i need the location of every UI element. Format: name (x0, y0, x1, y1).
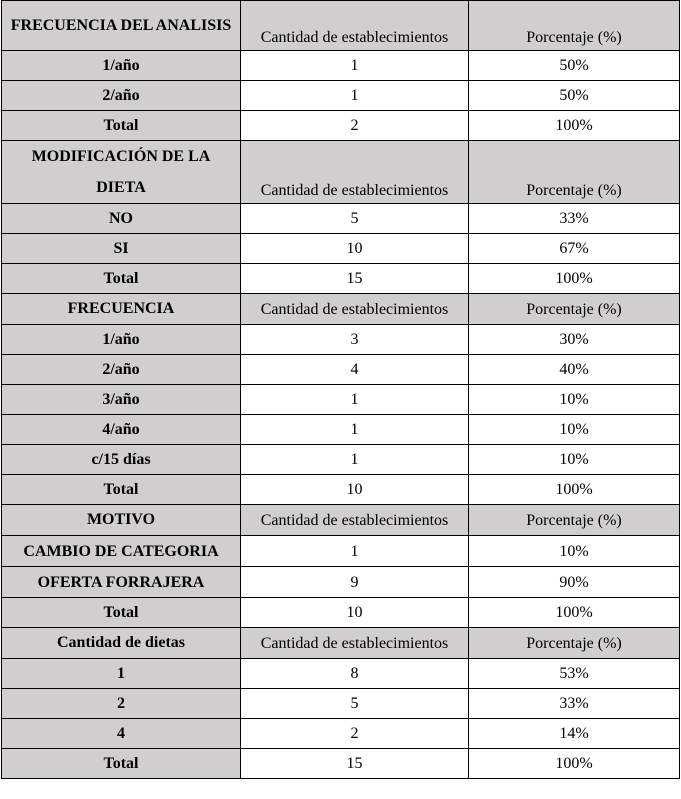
row-label: 1 (2, 659, 241, 689)
count-cell: 2 (241, 719, 469, 749)
table-row (2, 719, 680, 749)
row-label: 3/año (2, 385, 241, 415)
percent-cell: 100% (469, 598, 680, 628)
percent-cell: 90% (469, 567, 680, 598)
percent-cell: 33% (469, 689, 680, 719)
row-label: Total (2, 264, 241, 294)
survey-results-table (1, 0, 680, 779)
count-column-header: Cantidad de establecimientos (241, 628, 469, 659)
row-label: Total (2, 111, 241, 141)
section-header-label: FRECUENCIA (2, 294, 241, 325)
total-row (2, 749, 680, 779)
table-row (2, 536, 680, 567)
percent-cell: 100% (469, 111, 680, 141)
row-label: OFERTA FORRAJERA (2, 567, 241, 598)
row-label: 2 (2, 689, 241, 719)
section-header-label: FRECUENCIA DEL ANALISIS (2, 1, 241, 51)
count-cell: 15 (241, 264, 469, 294)
count-cell: 10 (241, 234, 469, 264)
count-cell: 10 (241, 475, 469, 505)
row-label: c/15 días (2, 445, 241, 475)
count-cell: 1 (241, 536, 469, 567)
section-header-row (2, 628, 680, 659)
table-row (2, 445, 680, 475)
table-row (2, 689, 680, 719)
total-row (2, 111, 680, 141)
section-header-label: MODIFICACIÓN DE LA DIETA (2, 141, 241, 204)
count-cell: 1 (241, 81, 469, 111)
row-label: Total (2, 749, 241, 779)
count-cell: 1 (241, 51, 469, 81)
percent-column-header: Porcentaje (%) (469, 505, 680, 536)
row-label: 1/año (2, 325, 241, 355)
row-label: 4/año (2, 415, 241, 445)
section-header-label: MOTIVO (2, 505, 241, 536)
percent-cell: 40% (469, 355, 680, 385)
row-label: Total (2, 598, 241, 628)
total-row (2, 475, 680, 505)
count-cell: 4 (241, 355, 469, 385)
table-row (2, 234, 680, 264)
row-label: 2/año (2, 81, 241, 111)
section-header-row (2, 1, 680, 51)
total-row (2, 264, 680, 294)
percent-cell: 33% (469, 204, 680, 234)
row-label: SI (2, 234, 241, 264)
count-cell: 10 (241, 598, 469, 628)
section-header-row (2, 505, 680, 536)
section-header-row (2, 294, 680, 325)
row-label: CAMBIO DE CATEGORIA (2, 536, 241, 567)
count-cell: 1 (241, 415, 469, 445)
percent-cell: 50% (469, 81, 680, 111)
count-cell: 9 (241, 567, 469, 598)
section-header-row (2, 141, 680, 204)
percent-cell: 10% (469, 385, 680, 415)
count-cell: 1 (241, 385, 469, 415)
table-row (2, 415, 680, 445)
row-label: 4 (2, 719, 241, 749)
table-row (2, 567, 680, 598)
percent-cell: 10% (469, 415, 680, 445)
percent-cell: 53% (469, 659, 680, 689)
percent-column-header: Porcentaje (%) (469, 1, 680, 51)
percent-cell: 10% (469, 445, 680, 475)
section-header-label: Cantidad de dietas (2, 628, 241, 659)
count-column-header: Cantidad de establecimientos (241, 1, 469, 51)
count-column-header: Cantidad de establecimientos (241, 294, 469, 325)
row-label: Total (2, 475, 241, 505)
table-row (2, 659, 680, 689)
table-row (2, 385, 680, 415)
count-cell: 8 (241, 659, 469, 689)
table-row (2, 51, 680, 81)
percent-column-header: Porcentaje (%) (469, 628, 680, 659)
count-column-header: Cantidad de establecimientos (241, 141, 469, 204)
percent-cell: 50% (469, 51, 680, 81)
count-column-header: Cantidad de establecimientos (241, 505, 469, 536)
count-cell: 5 (241, 204, 469, 234)
table-row (2, 204, 680, 234)
percent-cell: 10% (469, 536, 680, 567)
percent-cell: 100% (469, 475, 680, 505)
row-label: 2/año (2, 355, 241, 385)
percent-cell: 100% (469, 749, 680, 779)
percent-cell: 30% (469, 325, 680, 355)
count-cell: 1 (241, 445, 469, 475)
count-cell: 2 (241, 111, 469, 141)
percent-cell: 67% (469, 234, 680, 264)
table-row (2, 81, 680, 111)
percent-column-header: Porcentaje (%) (469, 294, 680, 325)
row-label: NO (2, 204, 241, 234)
count-cell: 3 (241, 325, 469, 355)
row-label: 1/año (2, 51, 241, 81)
count-cell: 15 (241, 749, 469, 779)
percent-cell: 100% (469, 264, 680, 294)
count-cell: 5 (241, 689, 469, 719)
total-row (2, 598, 680, 628)
table-row (2, 325, 680, 355)
percent-cell: 14% (469, 719, 680, 749)
table-row (2, 355, 680, 385)
percent-column-header: Porcentaje (%) (469, 141, 680, 204)
